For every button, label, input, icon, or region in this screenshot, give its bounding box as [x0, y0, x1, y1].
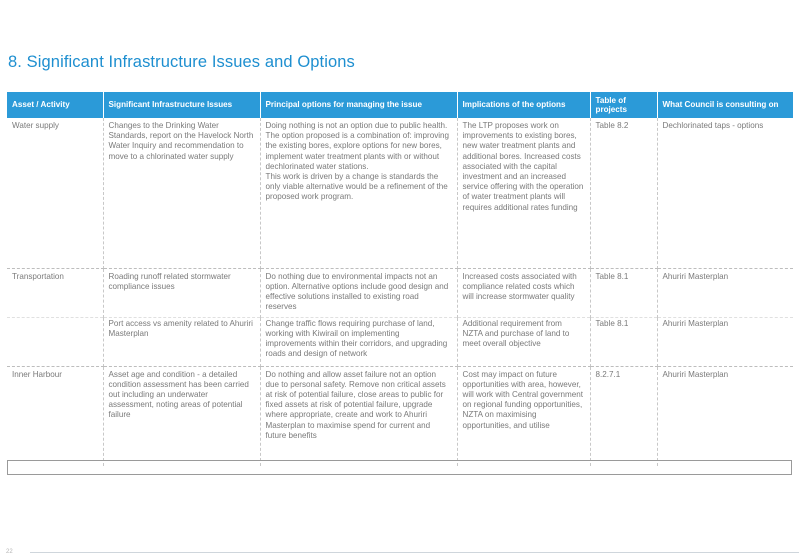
cell-issues: Roading runoff related stormwater compliance issues [103, 268, 260, 317]
cell-asset: Water supply [7, 118, 103, 268]
cell-implications: Increased costs associated with compliance related costs which will increase stormwater quality [457, 268, 590, 317]
cell-issues: Changes to the Drinking Water Standards, report on the Havelock North Water Inquiry and recommendation to move to a chlorinated water supply [103, 118, 260, 268]
cell-consulting: Dechlorinated taps - options [657, 118, 793, 268]
cell-options: Change traffic flows requiring purchase of land, working with Kiwirail on implementing improvements within their corridors, and upgrading roads and design of network [260, 317, 457, 366]
cell-implications: Cost may impact on future opportunities with area, however, will work with Central government on regional funding opportunities, NZTA on maximising opportunities, and utilise [457, 366, 590, 466]
table-row-inner-harbour [7, 366, 793, 466]
page-title: 8. Significant Infrastructure Issues and Options [8, 53, 355, 71]
cell-projects: Table 8.1 [590, 268, 657, 317]
header-asset-activity: Asset / Activity [7, 92, 103, 118]
cell-options: Do nothing due to environmental impacts not an option. Alternative options include good design and effective solutions installed to existing road reserves [260, 268, 457, 317]
header-table-of-projects: Table of projects [590, 92, 657, 118]
table-row-transportation [7, 268, 793, 317]
cell-issues: Asset age and condition - a detailed condition assessment has been carried out including an underwater assessment, noting areas of potential failure [103, 366, 260, 466]
table-header-row [7, 92, 793, 118]
cell-asset [7, 317, 103, 366]
table-row-water-supply [7, 118, 793, 268]
cell-projects: Table 8.1 [590, 317, 657, 366]
cell-issues: Port access vs amenity related to Ahuriri Masterplan [103, 317, 260, 366]
header-significant-issues: Significant Infrastructure Issues [103, 92, 260, 118]
cell-implications: Additional requirement from NZTA and purchase of land to meet overall objective [457, 317, 590, 366]
page-number: 22 [6, 549, 13, 555]
cell-options: Doing nothing is not an option due to public health. The option proposed is a combination of: improving the existing bores, explore options for new bores, implement water treatment plants with or without dechlorinated water stations. This work is driven by a change is standards the only viable alternative would be a refinement of the proposed work program. [260, 118, 457, 268]
header-principal-options: Principal options for managing the issue [260, 92, 457, 118]
infrastructure-issues-table [7, 92, 793, 466]
header-implications: Implications of the options [457, 92, 590, 118]
cell-implications: The LTP proposes work on improvements to existing bores, new water treatment plants and additional bores. Increased costs associated with the capital investment and an increased service offering with the operation of water treatment plants will requires additional rates funding [457, 118, 590, 268]
cell-asset: Inner Harbour [7, 366, 103, 466]
cell-consulting: Ahuriri Masterplan [657, 317, 793, 366]
footer-divider [30, 552, 799, 553]
cell-consulting: Ahuriri Masterplan [662, 271, 729, 281]
table-end-border [7, 460, 792, 475]
cell-asset: Transportation [7, 268, 103, 317]
cell-options: Do nothing and allow asset failure not an option due to personal safety. Remove non critical assets at risk of potential failure, close areas to public for fixed assets at risk of potential failure, upgrade where appropriate, create and work to Ahuriri Masterplan to maximise spend for current and future benefits [260, 366, 457, 466]
table-row-port-access [7, 317, 793, 366]
cell-projects: Table 8.2 [590, 118, 657, 268]
cell-consulting: Ahuriri Masterplan [662, 369, 729, 379]
header-council-consulting: What Council is consulting on [657, 92, 793, 118]
cell-projects: 8.2.7.1 [590, 366, 657, 466]
